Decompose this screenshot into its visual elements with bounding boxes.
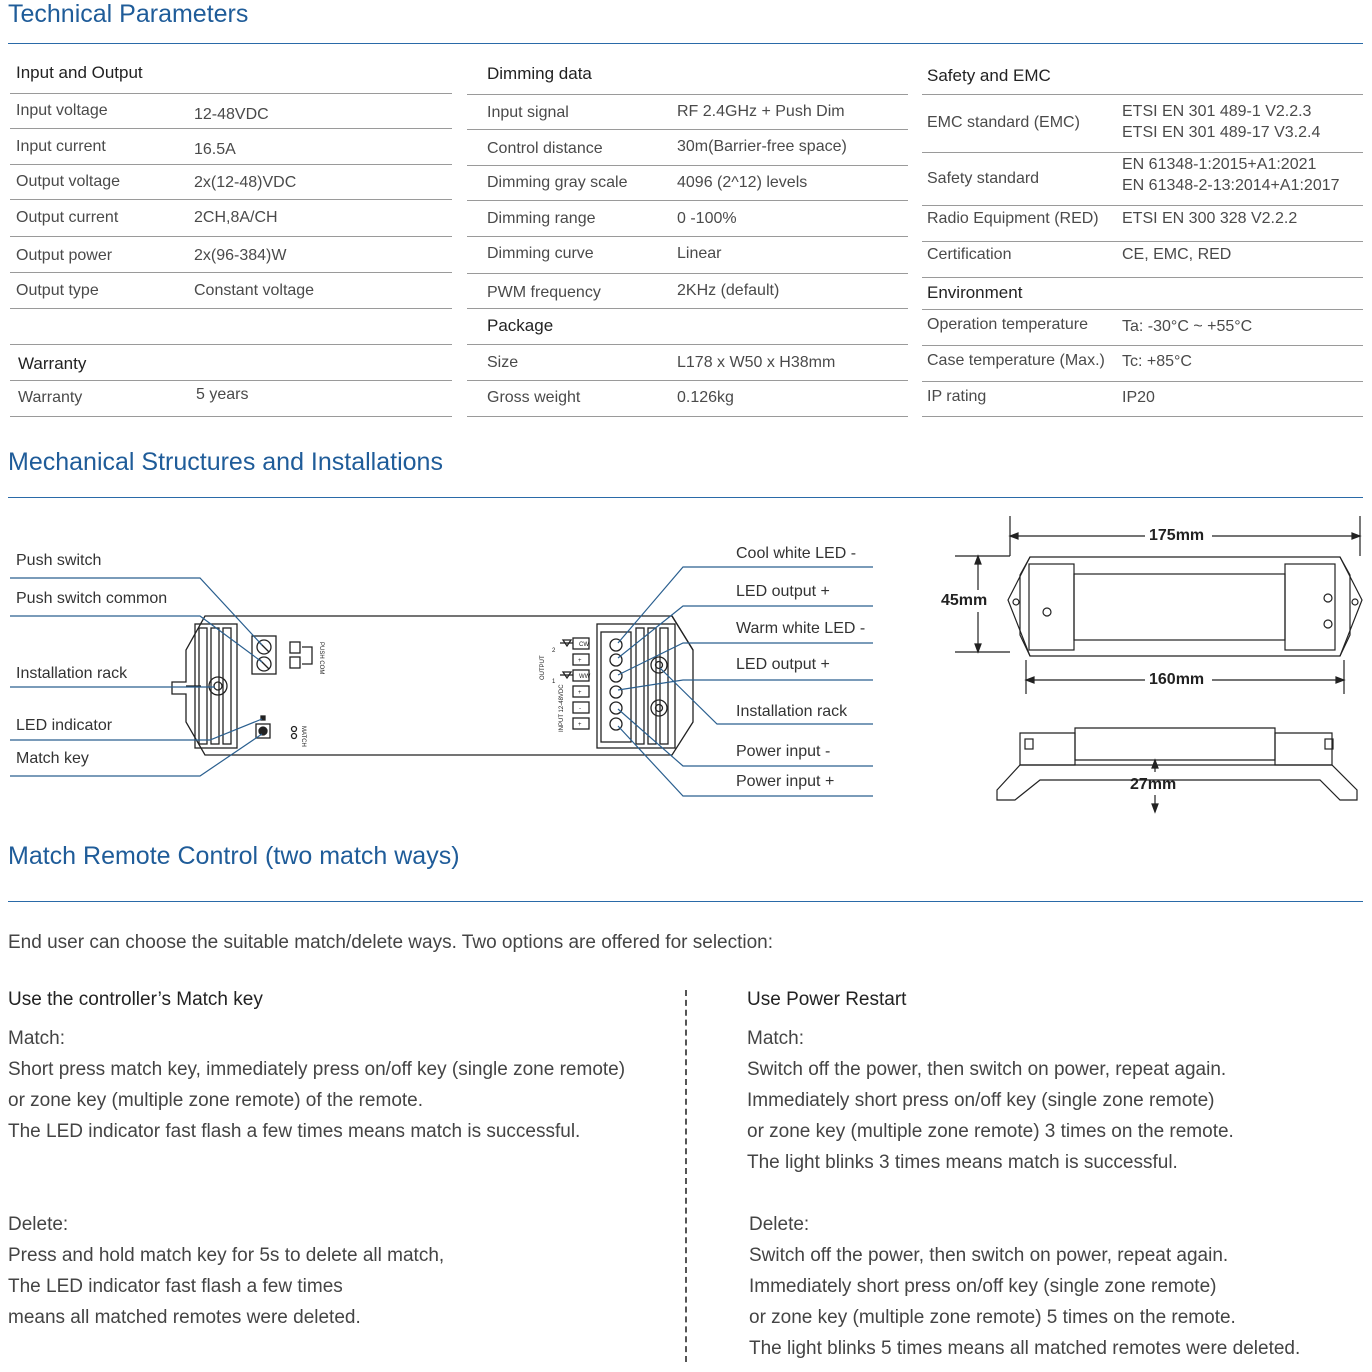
column-divider bbox=[685, 990, 687, 1362]
section-divider bbox=[8, 43, 1363, 44]
label-power-input-plus: Power input + bbox=[736, 773, 835, 790]
dim-width: 45mm bbox=[941, 592, 988, 609]
label-led-indicator: LED indicator bbox=[16, 717, 113, 734]
table-section-title: Warranty bbox=[18, 354, 87, 373]
pcb-label-minus: - bbox=[579, 706, 581, 712]
table-section-header bbox=[922, 277, 1363, 310]
pcb-label-plus: + bbox=[578, 658, 582, 664]
param-value: Constant voltage bbox=[194, 282, 315, 299]
param-value: 2KHz (default) bbox=[677, 282, 780, 299]
param-value: RF 2.4GHz + Push Dim bbox=[677, 103, 845, 120]
pcb-label-plus: + bbox=[578, 722, 582, 728]
label-power-input-minus: Power input - bbox=[736, 743, 831, 760]
match-intro: End user can choose the suitable match/delete ways. Two options are offered for selection: bbox=[8, 932, 774, 953]
param-label: Dimming gray scale bbox=[487, 174, 628, 191]
param-value: 2x(12-48)VDC bbox=[194, 174, 297, 191]
label-led-output-2: LED output + bbox=[736, 656, 830, 673]
table-row bbox=[467, 129, 908, 166]
table-section-title: Dimming data bbox=[487, 64, 592, 83]
dim-length-inner: 160mm bbox=[1149, 671, 1205, 688]
pcb-label-push-com: PUSH COM bbox=[318, 642, 324, 675]
match-left-line: means all matched remotes were deleted. bbox=[8, 1307, 361, 1328]
param-label: Radio Equipment (RED) bbox=[927, 210, 1099, 227]
pcb-label-ch1: 1 bbox=[552, 679, 556, 685]
section-title-technical: Technical Parameters bbox=[8, 0, 249, 28]
table-row-empty bbox=[10, 308, 452, 345]
table-row bbox=[922, 241, 1363, 278]
table-row bbox=[10, 93, 452, 129]
param-label: Dimming range bbox=[487, 210, 596, 227]
table-section-header bbox=[10, 344, 452, 381]
match-right-match-head: Match: bbox=[747, 1028, 805, 1049]
table-row bbox=[10, 199, 452, 237]
param-value: 0 -100% bbox=[677, 210, 737, 227]
label-installation-rack: Installation rack bbox=[16, 665, 128, 682]
label-installation-rack-right: Installation rack bbox=[736, 703, 848, 720]
param-label: Output voltage bbox=[16, 173, 121, 190]
param-label: Gross weight bbox=[487, 389, 581, 406]
match-left-title: Use the controller’s Match key bbox=[8, 989, 263, 1010]
pcb-label-cw: CW bbox=[579, 642, 589, 648]
table-row bbox=[467, 344, 908, 381]
param-value: Tc: +85°C bbox=[1122, 353, 1192, 370]
param-label: EMC standard (EMC) bbox=[927, 114, 1080, 131]
match-right-line: Immediately short press on/off key (single zone remote) bbox=[747, 1090, 1215, 1111]
param-value: 0.126kg bbox=[677, 389, 734, 406]
table-row bbox=[922, 309, 1363, 346]
table-row bbox=[467, 273, 908, 309]
param-label: Input voltage bbox=[16, 102, 108, 119]
match-right-title: Use Power Restart bbox=[747, 989, 907, 1010]
match-right-line: or zone key (multiple zone remote) 3 times on the remote. bbox=[747, 1121, 1234, 1142]
match-right-line: The light blinks 5 times means all matched remotes were deleted. bbox=[749, 1338, 1301, 1359]
match-left-line: Press and hold match key for 5s to delete all match, bbox=[8, 1245, 445, 1266]
match-left-line: The LED indicator fast flash a few times bbox=[8, 1276, 343, 1297]
param-label: Case temperature (Max.) bbox=[927, 352, 1105, 369]
label-match-key: Match key bbox=[16, 750, 89, 767]
table-row bbox=[10, 128, 452, 165]
match-left-line: Short press match key, immediately press on/off key (single zone remote) bbox=[8, 1059, 626, 1080]
param-value: ETSI EN 301 489-17 V3.2.4 bbox=[1122, 124, 1321, 141]
param-value: 4096 (2^12) levels bbox=[677, 174, 808, 191]
label-push-switch: Push switch bbox=[16, 552, 102, 569]
table-section-header bbox=[467, 308, 908, 345]
pcb-label-output: OUTPUT bbox=[540, 655, 546, 680]
table-row bbox=[922, 345, 1363, 382]
param-value: 30m(Barrier-free space) bbox=[677, 138, 847, 155]
table-row bbox=[10, 164, 452, 200]
dimension-drawing bbox=[900, 510, 1370, 820]
param-label: Output type bbox=[16, 282, 99, 299]
param-label: Operation temperature bbox=[927, 316, 1088, 333]
section-divider bbox=[8, 497, 1363, 498]
pcb-label-ch2: 2 bbox=[552, 648, 556, 654]
section-title-match: Match Remote Control (two match ways) bbox=[8, 842, 460, 870]
match-right-line: Switch off the power, then switch on power, repeat again. bbox=[749, 1245, 1229, 1266]
param-label: Warranty bbox=[18, 389, 83, 406]
pcb-label-ww: WW bbox=[579, 674, 591, 680]
param-value: EN 61348-2-13:2014+A1:2017 bbox=[1122, 177, 1340, 194]
param-value: 2CH,8A/CH bbox=[194, 209, 278, 226]
table-row bbox=[10, 380, 452, 417]
table-row bbox=[922, 152, 1363, 206]
table-row bbox=[922, 381, 1363, 417]
dim-length-total: 175mm bbox=[1149, 527, 1205, 544]
param-label: Output power bbox=[16, 247, 113, 264]
param-label: Control distance bbox=[487, 140, 603, 157]
match-right-line: The light blinks 3 times means match is successful. bbox=[747, 1152, 1178, 1173]
param-label: Certification bbox=[927, 246, 1012, 263]
table-section-header bbox=[922, 56, 1363, 95]
param-label: IP rating bbox=[927, 388, 987, 405]
param-value: IP20 bbox=[1122, 389, 1155, 406]
param-value: Ta: -30°C ~ +55°C bbox=[1122, 318, 1253, 335]
pcb-label-match: MATCH bbox=[300, 726, 306, 747]
table-row bbox=[467, 200, 908, 237]
table-section-title: Safety and EMC bbox=[927, 66, 1051, 85]
table-section-header bbox=[10, 56, 452, 94]
param-label: Output current bbox=[16, 209, 119, 226]
table-row bbox=[467, 165, 908, 201]
match-left-delete-head: Delete: bbox=[8, 1214, 69, 1235]
param-label: Size bbox=[487, 354, 519, 371]
param-value: EN 61348-1:2015+A1:2021 bbox=[1122, 156, 1317, 173]
param-label: Dimming curve bbox=[487, 245, 594, 262]
param-value: L178 x W50 x H38mm bbox=[677, 354, 836, 371]
section-title-mechanical: Mechanical Structures and Installations bbox=[8, 448, 443, 476]
param-value: CE, EMC, RED bbox=[1122, 246, 1232, 263]
param-label: Input current bbox=[16, 138, 106, 155]
match-left-line: or zone key (multiple zone remote) of the remote. bbox=[8, 1090, 424, 1111]
table-section-title: Input and Output bbox=[16, 63, 143, 82]
param-value: 12-48VDC bbox=[194, 106, 269, 123]
table-row bbox=[922, 205, 1363, 242]
table-section-title: Environment bbox=[927, 283, 1023, 302]
dim-height: 27mm bbox=[1130, 776, 1177, 793]
match-right-line: or zone key (multiple zone remote) 5 times on the remote. bbox=[749, 1307, 1236, 1328]
param-value: 5 years bbox=[196, 386, 249, 403]
table-row bbox=[467, 94, 908, 130]
param-value: 16.5A bbox=[194, 141, 236, 158]
table-row bbox=[467, 236, 908, 274]
section-divider bbox=[8, 901, 1363, 902]
param-value: ETSI EN 301 489-1 V2.2.3 bbox=[1122, 103, 1312, 120]
param-value: 2x(96-384)W bbox=[194, 247, 287, 264]
pcb-label-input: INPUT 12-48VDC bbox=[559, 684, 565, 732]
param-value: Linear bbox=[677, 245, 722, 262]
match-left-match-head: Match: bbox=[8, 1028, 66, 1049]
match-right-line: Switch off the power, then switch on power, repeat again. bbox=[747, 1059, 1227, 1080]
label-warm-white-led: Warm white LED - bbox=[736, 620, 866, 637]
table-section-header bbox=[467, 56, 908, 95]
param-label: PWM frequency bbox=[487, 284, 601, 301]
table-row bbox=[922, 94, 1363, 153]
table-row bbox=[467, 380, 908, 417]
label-led-output-1: LED output + bbox=[736, 583, 830, 600]
param-label: Safety standard bbox=[927, 170, 1040, 187]
table-section-title: Package bbox=[487, 316, 554, 335]
match-left-line: The LED indicator fast flash a few times means match is successful. bbox=[8, 1121, 581, 1142]
param-value: ETSI EN 300 328 V2.2.2 bbox=[1122, 210, 1298, 227]
table-row bbox=[10, 236, 452, 273]
param-label: Input signal bbox=[487, 104, 569, 121]
pcb-label-plus: + bbox=[578, 690, 582, 696]
table-row bbox=[10, 272, 452, 309]
label-cool-white-led: Cool white LED - bbox=[736, 545, 857, 562]
match-right-delete-head: Delete: bbox=[749, 1214, 810, 1235]
match-right-line: Immediately short press on/off key (single zone remote) bbox=[749, 1276, 1217, 1297]
label-push-switch-common: Push switch common bbox=[16, 590, 168, 607]
